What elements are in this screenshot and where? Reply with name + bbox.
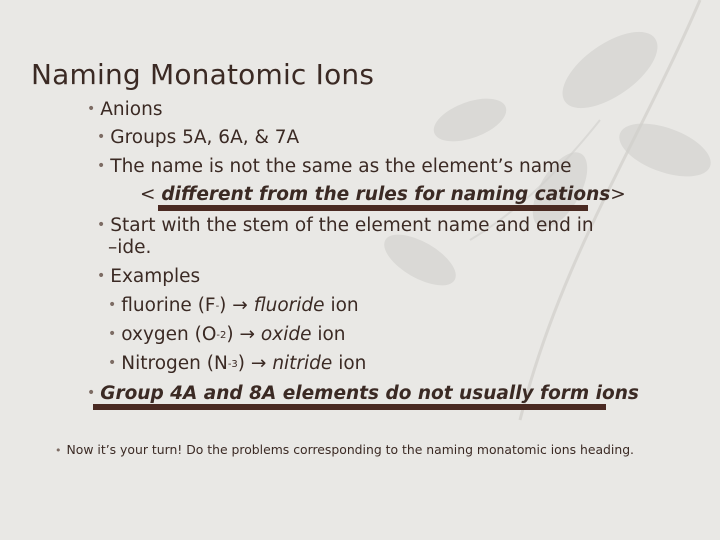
example-element: Nitrogen (N — [121, 353, 228, 374]
arrow-icon: → — [232, 295, 248, 316]
ion-name: fluoride — [253, 295, 325, 316]
arrow-icon: → — [239, 324, 256, 345]
ion-word: ion — [324, 295, 359, 316]
bullet-icon: • — [97, 129, 106, 145]
ion-charge: -3 — [227, 359, 238, 370]
arrow-icon: → — [250, 353, 267, 374]
bullet-groups — [97, 124, 299, 153]
footnote — [55, 442, 655, 458]
ion-charge: - — [215, 301, 220, 312]
groups-label: Groups 5A, 6A, & 7A — [110, 127, 300, 148]
emphasis-underline-bar — [93, 404, 606, 410]
bullet-icon: • — [87, 385, 96, 401]
different-rules-text: different from the rules for naming cations — [161, 184, 611, 205]
bullet-icon: • — [108, 297, 117, 313]
ion-word: ion — [332, 353, 367, 374]
examples-label: Examples — [110, 266, 201, 287]
example-element: fluorine (F — [121, 295, 216, 316]
paren-close: ) — [219, 295, 227, 316]
bullet-anions — [87, 96, 162, 125]
bullet-icon: • — [55, 444, 62, 457]
anions-label: Anions — [100, 99, 163, 120]
paren-close: ) — [226, 324, 234, 345]
stem-rule-text: Start with the stem of the element name and end in — [110, 215, 594, 236]
group4-text: Group 4A and 8A elements do not usually form ions — [100, 383, 639, 404]
slide-title: Naming Monatomic Ions — [31, 58, 375, 91]
example-element: oxygen (O — [121, 324, 217, 345]
emphasis-underline-bar — [158, 205, 588, 211]
ion-charge: -2 — [216, 330, 227, 341]
paren-close: ) — [237, 353, 246, 374]
bullet-icon: • — [97, 217, 106, 233]
bullet-icon: • — [97, 268, 106, 284]
not-same-text: The name is not the same as the element’s name — [110, 156, 572, 177]
example-fluorine — [108, 292, 359, 321]
example-oxygen — [108, 321, 346, 350]
example-nitrogen — [108, 350, 366, 379]
bullet-icon: • — [87, 101, 96, 117]
ion-word: ion — [311, 324, 346, 345]
bullet-stem-rule — [97, 212, 594, 241]
ion-name: nitride — [272, 353, 333, 374]
stem-rule-continuation: –ide. — [108, 237, 152, 258]
bullet-examples — [97, 263, 200, 292]
bullet-icon: • — [108, 326, 117, 342]
bullet-not-same — [97, 153, 571, 182]
bullet-icon: • — [97, 158, 106, 174]
angle-close: > — [610, 184, 626, 205]
ion-name: oxide — [260, 324, 312, 345]
angle-open: < — [140, 184, 162, 205]
bullet-icon: • — [108, 355, 117, 371]
footnote-text: Now it’s your turn! Do the problems corresponding to the naming monatomic ions heading. — [66, 442, 634, 457]
